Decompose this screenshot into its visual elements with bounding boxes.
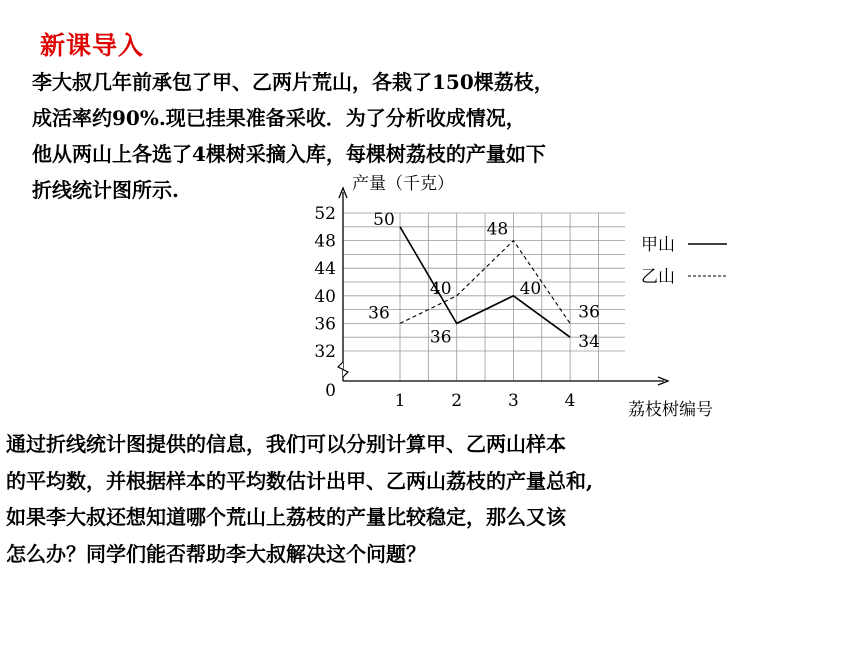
intro-line: 成活率约90%.现已挂果准备采收．为了分析收成情况， — [32, 106, 526, 130]
question-line: 如果李大叔还想知道哪个荒山上荔枝的产量比较稳定，那么又该 — [6, 505, 566, 529]
chart-legend — [641, 235, 727, 287]
data-label: 36 — [578, 302, 600, 323]
data-label: 48 — [486, 219, 509, 240]
y-tick-label: 32 — [314, 342, 336, 362]
data-label: 36 — [368, 303, 390, 324]
x-tick-label: 1 — [394, 391, 406, 411]
y-tick-label: 52 — [314, 204, 336, 224]
slide-title: 新课导入 — [40, 31, 145, 60]
y-tick-label: 40 — [314, 286, 336, 307]
data-label: 50 — [373, 209, 395, 230]
y-tick-label: 48 — [314, 231, 336, 252]
question-line: 怎么办？同学们能否帮助李大叔解决这个问题？ — [6, 541, 426, 566]
axis-break-mark — [338, 362, 348, 377]
data-label: 40 — [429, 278, 452, 299]
intro-line: 折线统计图所示. — [32, 178, 179, 202]
data-label: 36 — [429, 327, 452, 348]
x-axis-title: 荔枝树编号 — [628, 400, 713, 420]
x-tick-label: 2 — [451, 391, 463, 411]
legend-label: 甲山 — [641, 235, 675, 255]
question-paragraph — [6, 426, 593, 572]
y-tick-label: 36 — [314, 314, 336, 335]
y-tick-label: 44 — [314, 259, 336, 280]
x-tick-label: 4 — [564, 391, 576, 411]
x-tick-label: 3 — [507, 391, 519, 411]
legend-label: 乙山 — [641, 267, 675, 287]
intro-line: 他从两山上各选了4棵树采摘入库，每棵树荔枝的产量如下 — [32, 142, 546, 166]
y-axis-title: 产量（千克） — [352, 174, 454, 194]
question-line: 通过折线统计图提供的信息，我们可以分别计算甲、乙两山样本 — [6, 432, 566, 456]
y-tick-label-origin: 0 — [325, 381, 336, 401]
chart-grid — [343, 213, 625, 381]
intro-line: 李大叔几年前承包了甲、乙两片荒山，各栽了150棵荔枝， — [32, 70, 554, 94]
data-label: 34 — [578, 332, 600, 353]
question-line: 的平均数，并根据样本的平均数估计出甲、乙两山荔枝的产量总和, — [6, 468, 593, 493]
data-label: 40 — [519, 278, 542, 299]
